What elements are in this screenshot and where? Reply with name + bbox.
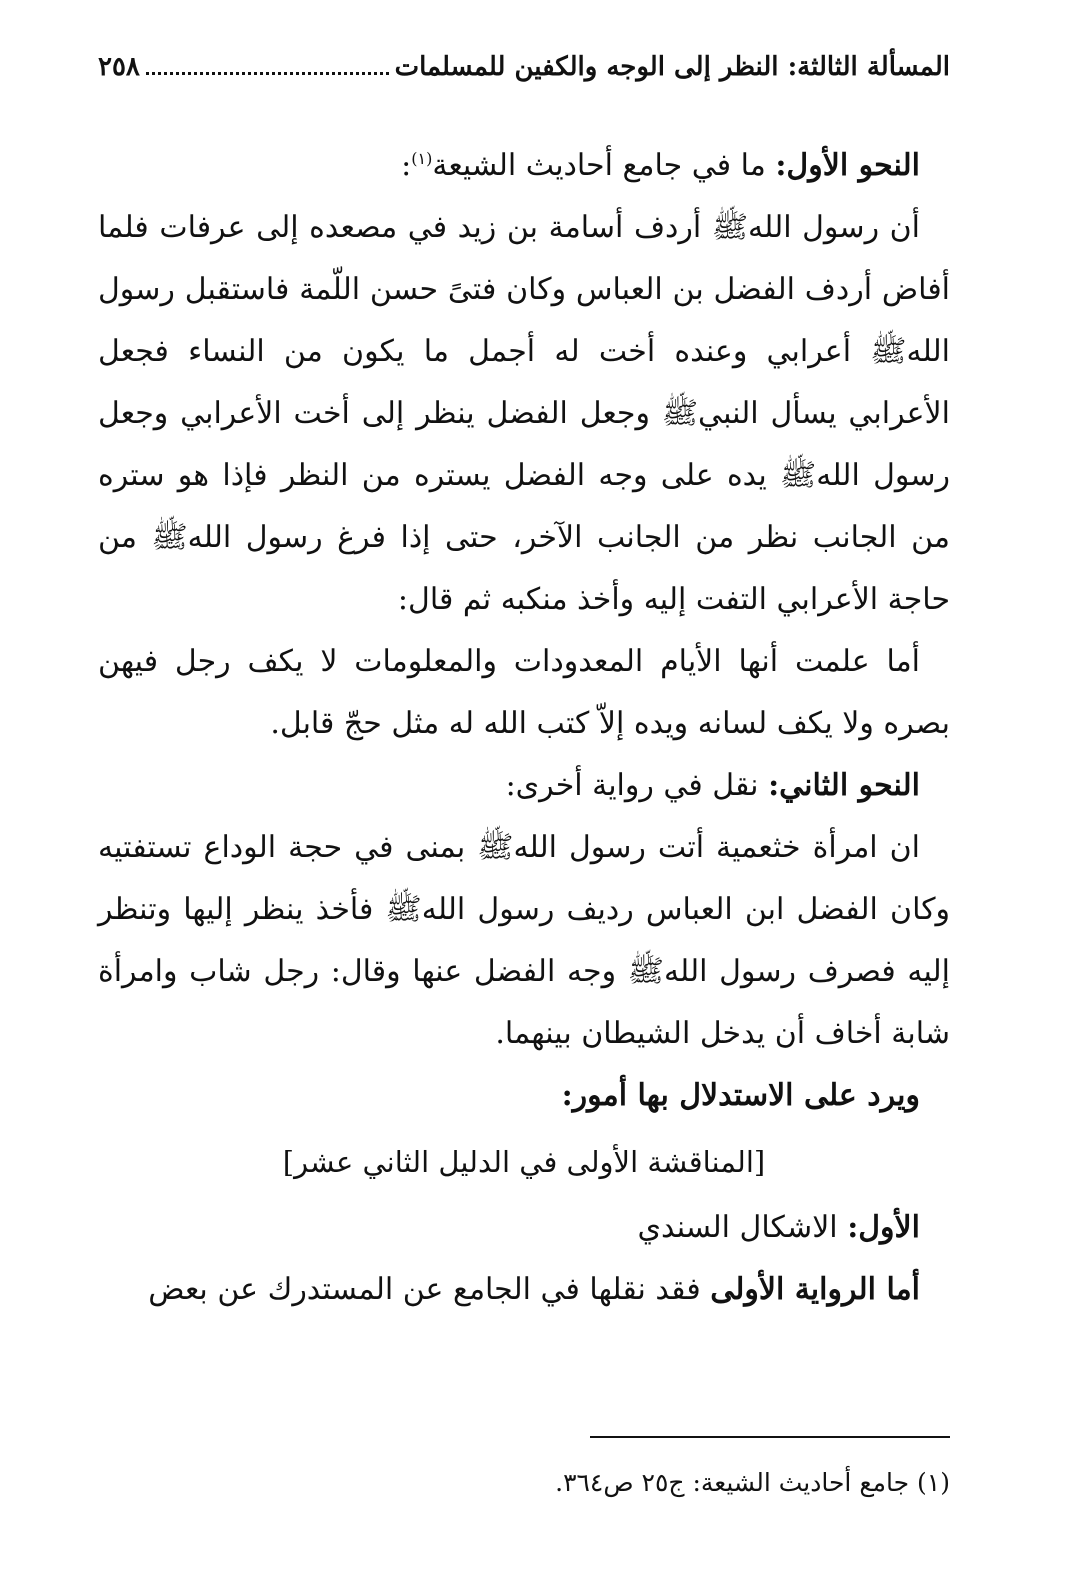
paragraph-second-mode bbox=[98, 755, 950, 817]
paragraph-first-mode bbox=[98, 135, 950, 197]
first-mode-colon: : bbox=[401, 148, 412, 183]
paragraph-objections-heading bbox=[98, 1065, 950, 1127]
body-text bbox=[98, 135, 950, 1321]
objections-heading: ويرد على الاستدلال بها أمور: bbox=[561, 1078, 920, 1113]
first-objection-text: الاشكال السندي bbox=[637, 1210, 848, 1245]
footnote-ref-1[interactable]: (١) bbox=[411, 149, 433, 168]
section-title: [المناقشة الأولى في الدليل الثاني عشر] bbox=[282, 1145, 766, 1179]
paragraph-first-narration-source bbox=[98, 1259, 950, 1321]
running-header bbox=[98, 52, 950, 82]
first-narration-source-text: فقد نقلها في الجامع عن المستدرك عن بعض bbox=[148, 1272, 711, 1307]
footnote-1: (١) جامع أحاديث الشيعة: ج٢٥ ص٣٦٤. bbox=[555, 1468, 950, 1497]
first-narration-label: أما الرواية الأولى bbox=[710, 1272, 920, 1307]
footnote-separator bbox=[590, 1436, 950, 1438]
second-mode-text: نقل في رواية أخرى: bbox=[505, 768, 769, 803]
first-mode-heading: النحو الأول: bbox=[775, 148, 920, 183]
header-dot-leader bbox=[146, 72, 389, 75]
header-title: المسألة الثالثة: النظر إلى الوجه والكفين للمسلمات bbox=[394, 52, 950, 82]
first-mode-text: ما في جامع أحاديث الشيعة bbox=[432, 148, 776, 183]
paragraph-second-narration: ان امرأة خثعمية أتت رسول اللهﷺ بمنى في حجة الوداع تستفتيه وكان الفضل ابن العباس رديف رسول اللهﷺ فأخذ ينظر إليها وتنظر إليه فصرف رسول اللهﷺ وجه الفضل عنها وقال: رجل شاب وامرأة شابة أخاف أن يدخل الشيطان بينهما. bbox=[98, 830, 950, 1051]
page-number: ٢٥٨ bbox=[98, 52, 140, 82]
paragraph-prophet-saying: أما علمت أنها الأيام المعدودات والمعلومات لا يكف رجل فيهن بصره ولا يكف لسانه ويده إلاّ كتب الله له مثل حجّ قابل. bbox=[98, 644, 950, 741]
first-objection-label: الأول: bbox=[847, 1210, 920, 1245]
paragraph-first-narration: أن رسول اللهﷺ أردف أسامة بن زيد في مصعده إلى عرفات فلما أفاض أردف الفضل بن العباس وكان فتىً حسن اللّمة فاستقبل رسول اللهﷺ أعرابي وعنده أخت له أجمل ما يكون من النساء فجعل الأعرابي يسأل النبيﷺ وجعل الفضل ينظر إلى أخت الأعرابي وجعل رسول اللهﷺ يده على وجه الفضل يستره من النظر فإذا هو ستره من الجانب نظر من الجانب الآخر، حتى إذا فرغ رسول اللهﷺ من حاجة الأعرابي التفت إليه وأخذ منكبه ثم قال: bbox=[98, 210, 950, 617]
paragraph-first-objection bbox=[98, 1197, 950, 1259]
second-mode-heading: النحو الثاني: bbox=[768, 768, 920, 803]
